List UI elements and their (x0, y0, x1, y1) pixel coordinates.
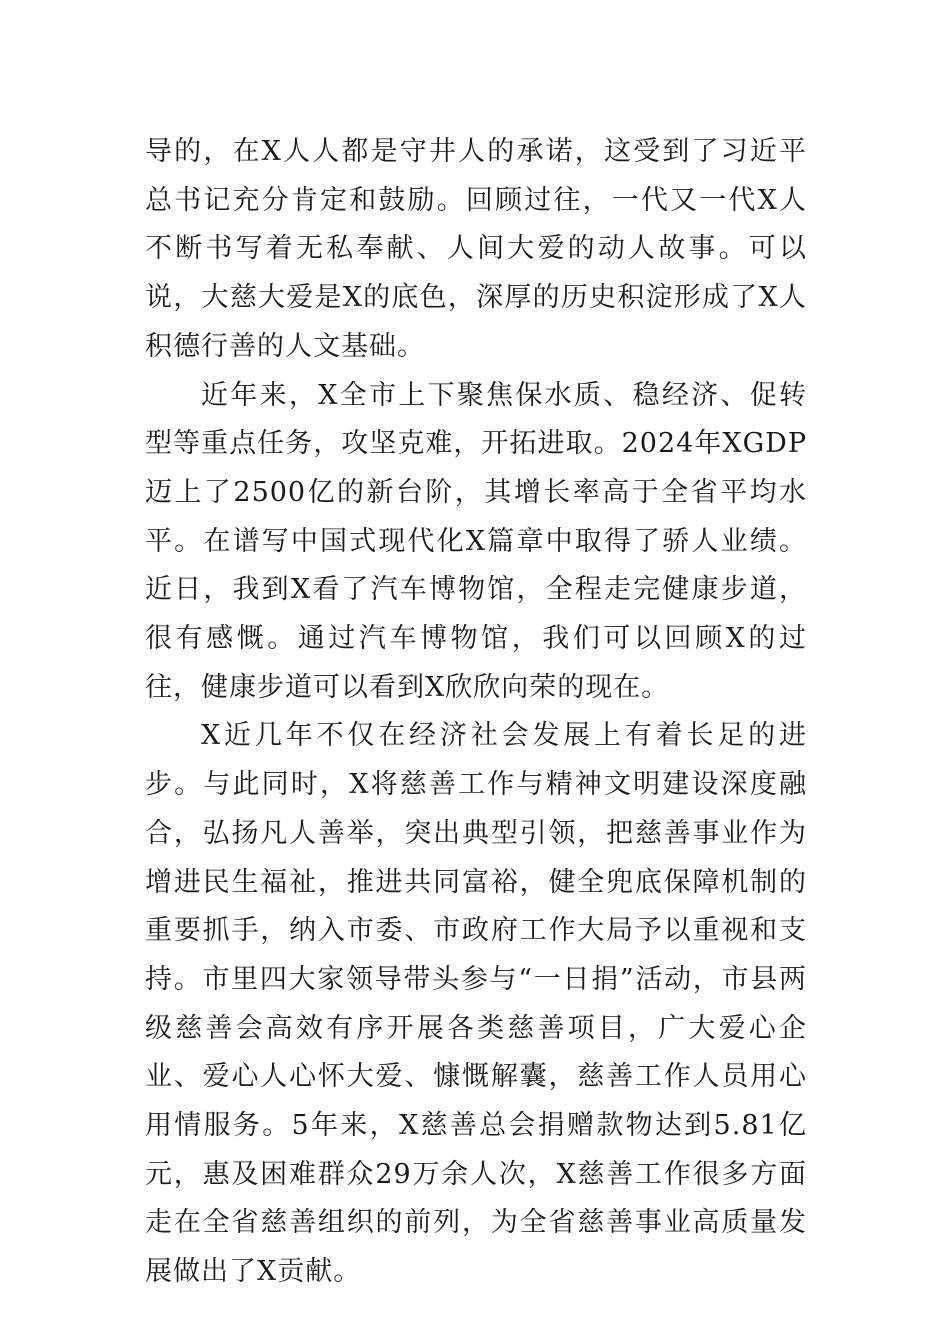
paragraph-continued: 导的，在X人人都是守井人的承诺，这受到了习近平总书记充分肯定和鼓励。回顾过往，一代又一代X人不断书写着无私奉献、人间大爱的动人故事。可以说，大慈大爱是X的底色，深厚的历史积淀形成了X人积德行善的人文基础。 (145, 136, 807, 362)
document-body (145, 128, 807, 1297)
paragraph-economic-development: 近年来，X全市上下聚焦保水质、稳经济、促转型等重点任务，攻坚克难，开拓进取。2024年XGDP迈上了2500亿的新台阶，其增长率高于全省平均水平。在谱写中国式现代化X篇章中取得了骄人业绩。近日，我到X看了汽车博物馆，全程走完健康步道，很有感慨。通过汽车博物馆，我们可以回顾X的过往，健康步道可以看到X欣欣向荣的现在。 (145, 379, 807, 703)
paragraph-charity-work: X近几年不仅在经济社会发展上有着长足的进步。与此同时，X将慈善工作与精神文明建设深度融合，弘扬凡人善举，突出典型引领，把慈善事业作为增进民生福祉，推进共同富裕，健全兜底保障机制的重要抓手，纳入市委、市政府工作大局予以重视和支持。市里四大家领导带头参与“一日捐”活动，市县两级慈善会高效有序开展各类慈善项目，广大爱心企业、爱心人心怀大爱、慷慨解囊，慈善工作人员用心用情服务。5年来，X慈善总会捐赠款物达到5.81亿元，惠及困难群众29万余人次，X慈善工作很多方面走在全省慈善组织的前列，为全省慈善事业高质量发展做出了X贡献。 (145, 720, 807, 1288)
